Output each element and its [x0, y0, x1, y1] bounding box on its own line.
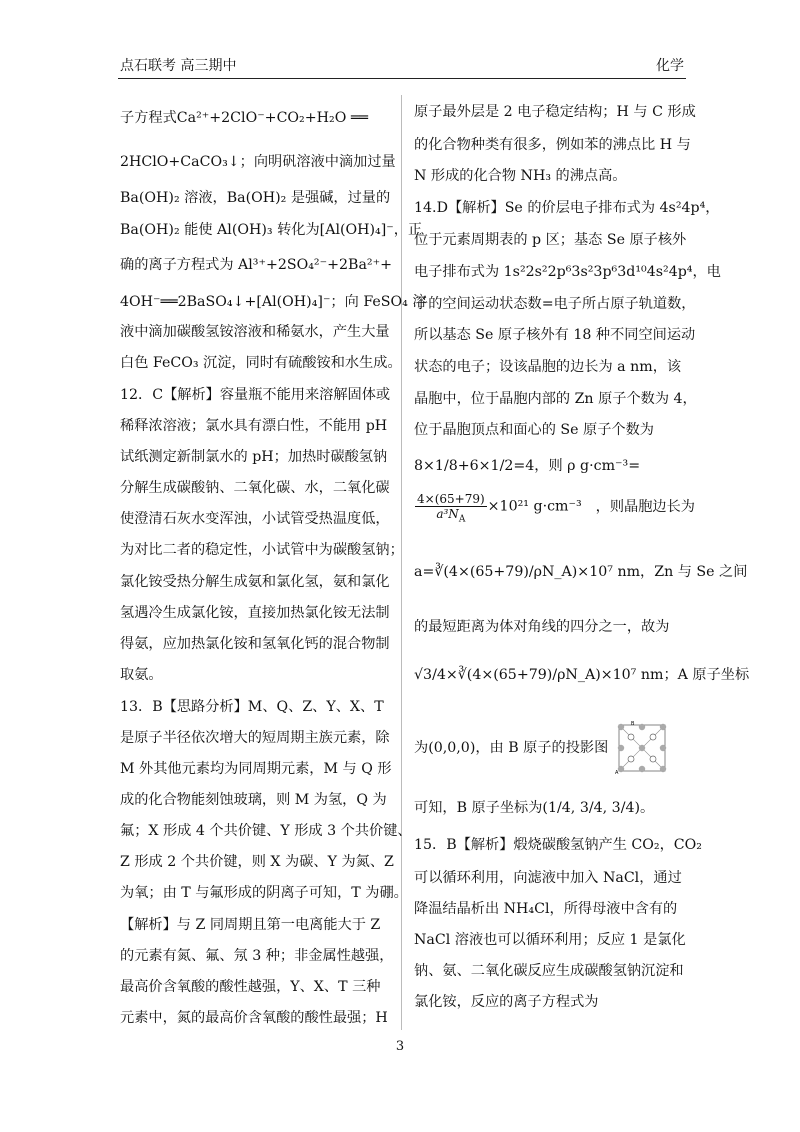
atom	[660, 724, 666, 730]
atom	[639, 745, 645, 751]
text: ，则晶胞边长为	[595, 498, 695, 515]
left-line: 12．C【解析】容量瓶不能用来溶解固体或	[120, 387, 391, 403]
formula-line	[414, 492, 695, 525]
header-left: 点石联考 高三期中	[120, 58, 237, 74]
zn-atom	[650, 756, 656, 762]
page-header	[120, 55, 684, 77]
denominator: $a^3N_A$	[436, 507, 466, 525]
label-b: B	[630, 721, 635, 727]
formula-line	[414, 562, 747, 582]
left-line: Ba(OH)₂ 溶液，Ba(OH)₂ 是强碱，过量的	[120, 190, 391, 206]
numerator: 4×(65+79)	[417, 492, 485, 506]
left-line: 最高价含氧酸的酸性越强，Y、X、T 三种	[120, 979, 381, 995]
text: 子方程式	[120, 110, 177, 126]
left-line: 确的离子方程式为 Al³⁺+2SO₄²⁻+2Ba²⁺+	[120, 257, 392, 273]
left-line: 为对比二者的稳定性，小试管中为碳酸氢钠；	[120, 542, 404, 558]
right-line: 原子最外层是 2 电子稳定结构；H 与 C 形成	[414, 104, 696, 120]
left-line: 白色 FeCO₃ 沉淀，同时有硫酸铵和水生成。	[120, 355, 402, 371]
right-line: 的最短距离为体对角线的四分之一，故为	[414, 619, 670, 635]
right-line: 位于元素周期表的 p 区；基态 Se 原子核外	[414, 232, 687, 248]
zn-atom	[628, 734, 634, 740]
fraction	[415, 492, 487, 525]
left-line: 成的化合物能刻蚀玻璃，则 M 为氢，Q 为	[120, 792, 387, 808]
right-line: 所以基态 Se 原子核外有 18 种不同空间运动	[414, 327, 696, 343]
right-line: 氯化铵，反应的离子方程式为	[414, 994, 599, 1010]
left-line: 氟；X 形成 4 个共价键、Y 形成 3 个共价键、	[120, 823, 412, 839]
zn-atom	[628, 756, 634, 762]
zn-atom	[650, 734, 656, 740]
page-number: 3	[395, 1039, 405, 1054]
right-line: 的化合物种类有很多，例如苯的沸点比 H 与	[414, 137, 691, 153]
left-line: 元素中，氮的最高价含氧酸的酸性最强；H	[120, 1010, 388, 1026]
right-line: NaCl 溶液也可以循环利用；反应 1 是氯化	[414, 932, 686, 948]
right-line: 状态的电子；设该晶胞的边长为 a nm，该	[414, 359, 682, 375]
right-line: 子的空间运动状态数=电子所占原子轨道数，	[414, 296, 696, 312]
left-line: 的元素有氮、氟、氖 3 种；非金属性越强，	[120, 948, 394, 964]
left-line: 【解析】与 Z 同周期且第一电离能大于 Z	[120, 917, 381, 933]
formula-line: 8×1/8+6×1/2=4，则 ρ g·cm⁻³=	[414, 458, 641, 474]
atom	[618, 745, 624, 751]
text: 为(0,0,0)，由 B 原子的投影图	[414, 740, 609, 756]
left-line: 使澄清石灰水变浑浊，小试管受热温度低，	[120, 511, 390, 527]
right-line: 位于晶胞顶点和面心的 Se 原子个数为	[414, 422, 654, 438]
atom	[660, 745, 666, 751]
left-line: 取氨。	[120, 667, 163, 683]
right-line: 可知，B 原子坐标为(1/4, 3/4, 3/4)。	[414, 800, 655, 816]
left-line: M 外其他元素均为同周期元素，M 与 Q 形	[120, 761, 392, 777]
right-line: 14.D【解析】Se 的价层电子排布式为 4s²4p⁴，	[414, 200, 720, 216]
left-line: 13．B【思路分析】M、Q、Z、Y、X、T	[120, 699, 384, 715]
formula-line	[414, 720, 671, 776]
left-line: 氢遇冷生成氯化铵，直接加热氯化铵无法制	[120, 605, 390, 621]
left-line: 是原子半径依次增大的短周期主族元素，除	[120, 730, 390, 746]
atom	[618, 724, 624, 730]
text: ；A 原子坐标	[663, 667, 750, 683]
left-line: 2HClO+CaCO₃↓；向明矾溶液中滴加过量	[120, 154, 396, 170]
formula: √3/4×∛(4×(65+79)/ρN_A)×10⁷ nm	[414, 667, 664, 683]
right-line: 15．B【解析】煅烧碳酸氢钠产生 CO₂，CO₂	[414, 837, 702, 853]
right-line: N 形成的化合物 NH₃ 的沸点高。	[414, 168, 627, 184]
left-line: 4OH⁻══2BaSO₄↓+[Al(OH)₄]⁻；向 FeSO₄ 溶	[120, 294, 427, 310]
left-line: 为氧；由 T 与氟形成的阴离子可知，T 为硼。	[120, 885, 408, 901]
atom	[639, 724, 645, 730]
atom	[639, 766, 645, 772]
left-line	[120, 108, 368, 128]
left-line: 氯化铵受热分解生成氨和氯化氢，氨和氯化	[120, 574, 390, 590]
left-line: 试纸测定新制氯水的 pH；加热时碳酸氢钠	[120, 449, 388, 465]
label-a: A	[614, 770, 619, 776]
formula: a=∛(4×(65+79)/ρN_A)×10⁷ nm	[414, 564, 641, 580]
den-text: a³N	[436, 507, 459, 521]
left-line: Ba(OH)₂ 能使 Al(OH)₃ 转化为[Al(OH)₄]⁻，正	[120, 222, 423, 238]
left-line: 稀释浓溶液；氯水具有漂白性，不能用 pH	[120, 418, 388, 434]
text: ，Zn 与 Se 之间	[640, 564, 748, 580]
left-line: 得氨，应加热氯化铵和氢氧化钙的混合物制	[120, 636, 390, 652]
header-rule	[118, 78, 686, 79]
right-line: 晶胞中，位于晶胞内部的 Zn 原子个数为 4，	[414, 391, 697, 407]
atom	[660, 766, 666, 772]
right-line: 电子排布式为 1s²2s²2p⁶3s²3p⁶3d¹⁰4s²4p⁴，电	[414, 264, 721, 280]
unit: ×10²¹ g·cm⁻³	[487, 498, 582, 515]
equation: Ca²⁺+2ClO⁻+CO₂+H₂O ══	[176, 110, 368, 126]
right-line: 可以循环利用，向滤液中加入 NaCl，通过	[414, 870, 682, 886]
crystal-projection-figure	[614, 721, 667, 776]
left-line: 液中滴加碳酸氢铵溶液和稀氨水，产生大量	[120, 324, 390, 340]
atom	[618, 766, 624, 772]
left-line: Z 形成 2 个共价键，则 X 为碳、Y 为氮、Z	[120, 854, 394, 870]
left-line: 分解生成碳酸钠、二氧化碳、水，二氧化碳	[120, 480, 390, 496]
header-right: 化学	[656, 58, 684, 74]
right-line: 降温结晶析出 NH₄Cl，所得母液中含有的	[414, 901, 678, 917]
right-line: 钠、氨、二氧化碳反应生成碳酸氢钠沉淀和	[414, 963, 684, 979]
formula-line	[414, 665, 749, 685]
